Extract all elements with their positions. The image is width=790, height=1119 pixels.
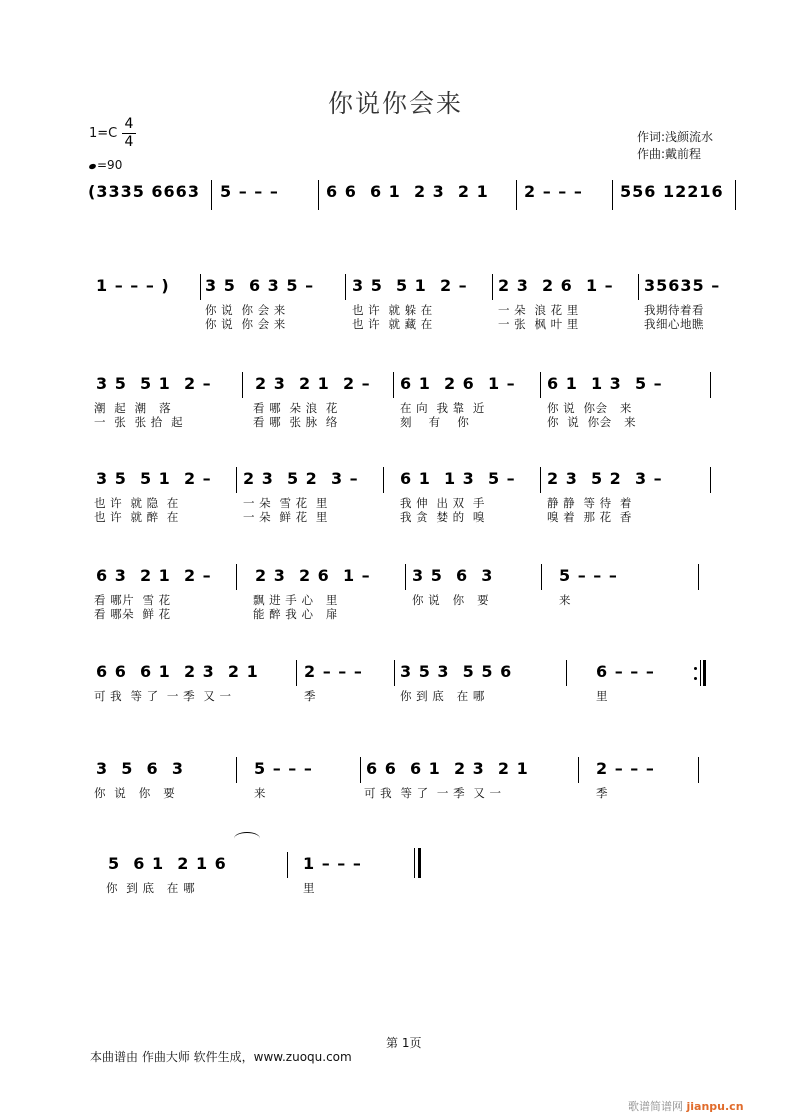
- measure: 5 – – –: [254, 759, 313, 778]
- measure: 3 5 3 5 5 6: [400, 662, 513, 681]
- lyric: 能 醉 我 心 扉: [253, 607, 338, 621]
- measure: 5 – – –: [220, 182, 279, 201]
- lyric: 我细心地瞧: [644, 317, 704, 331]
- measure: 2 3 2 6 1 –: [255, 566, 371, 585]
- watermark-text: 歌谱简谱网: [628, 1100, 683, 1113]
- measure: 35635 –: [644, 276, 721, 295]
- time-sig-top: 4: [124, 116, 134, 132]
- measure: 3 5 6 3: [96, 759, 184, 778]
- lyric: 刻 有 你: [400, 415, 470, 429]
- bar-line: [414, 848, 415, 878]
- lyric: 你 说 你会 来: [547, 401, 632, 415]
- lyric: 在 向 我 靠 近: [400, 401, 485, 415]
- lyric: 来: [559, 593, 571, 607]
- bar-line: [566, 660, 567, 686]
- lyric: 嗅 着 那 花 香: [547, 510, 632, 524]
- bar-line: [200, 274, 201, 300]
- lyricist: 作词:浅颜流水: [637, 130, 714, 144]
- bar-line: [236, 564, 237, 590]
- measure: 2 – – –: [304, 662, 363, 681]
- lyric: 看 哪 朵 浪 花: [253, 401, 338, 415]
- bar-line: [236, 757, 237, 783]
- staff-line-8: [0, 852, 790, 902]
- page-number: 第 1页: [386, 1036, 422, 1050]
- lyric: 一 朵 鲜 花 里: [243, 510, 328, 524]
- measure: 3 5 5 1 2 –: [352, 276, 468, 295]
- bar-line: [638, 274, 639, 300]
- lyric: 一 张 枫 叶 里: [498, 317, 579, 331]
- bar-line: [540, 372, 541, 398]
- measure: 6 6 6 1 2 3 2 1: [326, 182, 489, 201]
- final-bar-line: [703, 660, 706, 686]
- staff-line-3: [0, 372, 790, 432]
- staff-line-5: [0, 564, 790, 624]
- measure: 6 6 6 1 2 3 2 1: [366, 759, 529, 778]
- lyric: 也 许 就 藏 在: [352, 317, 433, 331]
- lyric: 看 哪朵 鲜 花: [94, 607, 171, 621]
- measure: 6 6 6 1 2 3 2 1: [96, 662, 259, 681]
- staff-line-7: [0, 757, 790, 807]
- bar-line: [296, 660, 297, 686]
- lyric: 你 说 你 会 来: [205, 317, 286, 331]
- time-sig-bottom: 4: [124, 134, 134, 150]
- key-signature: 1=C: [89, 126, 118, 141]
- measure: 6 1 1 3 5 –: [400, 469, 516, 488]
- repeat-dots: [694, 666, 697, 682]
- bar-line: [710, 467, 711, 493]
- page-title: 你说你会来: [328, 89, 464, 118]
- watermark-logo: jianpu.cn: [686, 1100, 744, 1113]
- lyric: 里: [303, 881, 315, 895]
- measure: 556 12216: [620, 182, 724, 201]
- lyric: 潮 起 潮 落: [94, 401, 172, 415]
- measure: 6 1 1 3 5 –: [547, 374, 663, 393]
- bar-line: [540, 467, 541, 493]
- lyric: 你 到 底 在 哪: [106, 881, 196, 895]
- lyric: 也 许 就 醉 在: [94, 510, 179, 524]
- lyric: 飘 进 手 心 里: [253, 593, 338, 607]
- measure: (3335 6663: [88, 182, 200, 201]
- bar-line: [318, 180, 319, 210]
- measure: 3 5 5 1 2 –: [96, 374, 212, 393]
- composer: 作曲:戴前程: [637, 147, 702, 161]
- bar-line: [541, 564, 542, 590]
- bar-line: [698, 564, 699, 590]
- bar-line: [516, 180, 517, 210]
- time-signature: [122, 117, 136, 150]
- lyric: 我期待着看: [644, 303, 704, 317]
- lyric: 里: [596, 689, 608, 703]
- lyric: 看 哪片 雪 花: [94, 593, 171, 607]
- bar-line: [393, 372, 394, 398]
- tempo-marking: [89, 158, 122, 172]
- final-bar-line: [418, 848, 421, 878]
- measure: 6 – – –: [596, 662, 655, 681]
- lyric: 我 伸 出 双 手: [400, 496, 485, 510]
- measure: 2 3 2 6 1 –: [498, 276, 614, 295]
- bar-line: [236, 467, 237, 493]
- measure: 2 3 5 2 3 –: [547, 469, 663, 488]
- lyric: 一 朵 雪 花 里: [243, 496, 328, 510]
- lyric: 你 到 底 在 哪: [400, 689, 485, 703]
- tempo-value: =90: [97, 158, 123, 172]
- lyric: 一 张 张 拾 起: [94, 415, 184, 429]
- lyric: 季: [596, 786, 608, 800]
- footer-credit: 本曲谱由 作曲大师 软件生成，www.zuoqu.com: [90, 1050, 352, 1064]
- lyric: 也 许 就 隐 在: [94, 496, 179, 510]
- staff-line-2: [0, 274, 790, 334]
- bar-line: [578, 757, 579, 783]
- quarter-note-icon: [88, 163, 96, 170]
- measure: 5 6 1 2 1 6: [108, 854, 227, 873]
- measure: 5 – – –: [559, 566, 618, 585]
- bar-line: [710, 372, 711, 398]
- lyric: 你 说 你 要: [412, 593, 490, 607]
- bar-line: [345, 274, 346, 300]
- lyric: 你 说 你 会 来: [205, 303, 286, 317]
- bar-line: [287, 852, 288, 878]
- lyric: 我 贪 婪 的 嗅: [400, 510, 485, 524]
- bar-line: [360, 757, 361, 783]
- lyric: 你 说 你会 来: [547, 415, 637, 429]
- bar-line: [700, 660, 701, 686]
- lyric: 也 许 就 躲 在: [352, 303, 433, 317]
- lyric: 来: [254, 786, 266, 800]
- measure: 1 – – –: [303, 854, 362, 873]
- slur-mark: [234, 832, 260, 845]
- bar-line: [698, 757, 699, 783]
- lyric: 可 我 等 了 一 季 又 一: [94, 689, 232, 703]
- staff-line-1: [0, 180, 790, 220]
- lyric: 静 静 等 待 着: [547, 496, 632, 510]
- bar-line: [405, 564, 406, 590]
- measure: 2 – – –: [524, 182, 583, 201]
- measure: 3 5 5 1 2 –: [96, 469, 212, 488]
- measure: 3 5 6 3: [412, 566, 494, 585]
- measure: 1 – – – ): [96, 276, 170, 295]
- measure: 2 3 2 1 2 –: [255, 374, 371, 393]
- measure: 6 3 2 1 2 –: [96, 566, 212, 585]
- lyric: 你 说 你 要: [94, 786, 176, 800]
- staff-line-4: [0, 467, 790, 527]
- bar-line: [394, 660, 395, 686]
- bar-line: [242, 372, 243, 398]
- measure: 2 3 5 2 3 –: [243, 469, 359, 488]
- lyric: 可 我 等 了 一 季 又 一: [364, 786, 502, 800]
- measure: 2 – – –: [596, 759, 655, 778]
- bar-line: [735, 180, 736, 210]
- site-watermark: [628, 1098, 744, 1114]
- lyric: 季: [304, 689, 316, 703]
- bar-line: [492, 274, 493, 300]
- staff-line-6: [0, 660, 790, 710]
- bar-line: [383, 467, 384, 493]
- bar-line: [612, 180, 613, 210]
- lyric: 看 哪 张 脉 络: [253, 415, 338, 429]
- measure: 3 5 6 3 5 –: [205, 276, 315, 295]
- bar-line: [211, 180, 212, 210]
- measure: 6 1 2 6 1 –: [400, 374, 516, 393]
- lyric: 一 朵 浪 花 里: [498, 303, 579, 317]
